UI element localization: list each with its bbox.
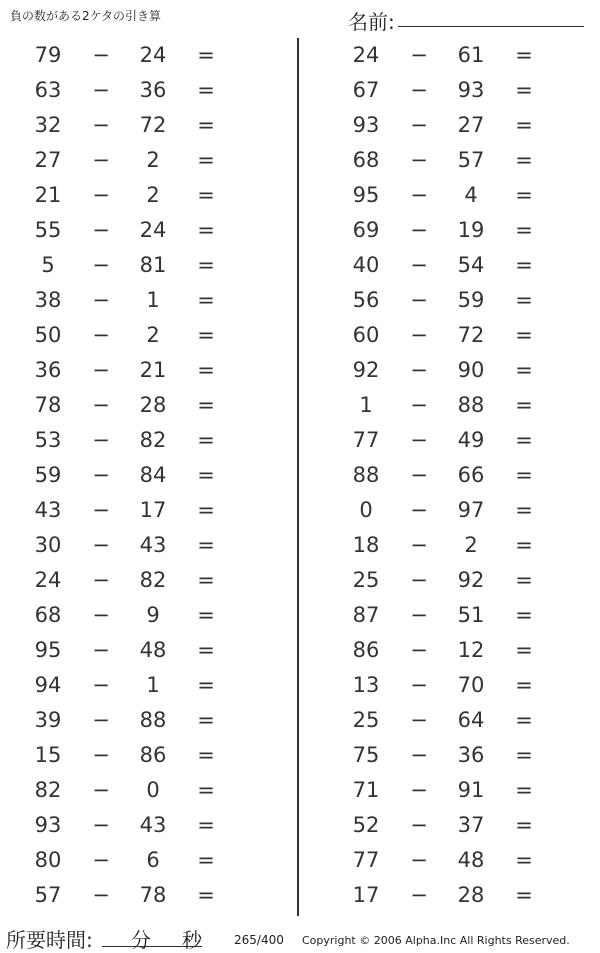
minuend: 77 <box>352 848 380 872</box>
minus-sign: − <box>410 428 428 452</box>
minus-sign: − <box>410 358 428 382</box>
minus-sign: − <box>92 148 110 172</box>
subtrahend: 91 <box>457 778 485 802</box>
equals-sign: = <box>515 463 533 487</box>
equals-sign: = <box>197 148 215 172</box>
equals-sign: = <box>515 568 533 592</box>
minus-sign: − <box>92 813 110 837</box>
subtrahend: 84 <box>139 463 167 487</box>
equals-sign: = <box>515 848 533 872</box>
minus-sign: − <box>92 673 110 697</box>
equals-sign: = <box>515 673 533 697</box>
minus-sign: − <box>410 498 428 522</box>
equals-sign: = <box>515 708 533 732</box>
problem-row <box>0 353 280 388</box>
problem-row <box>318 318 598 353</box>
subtrahend: 78 <box>139 883 167 907</box>
subtrahend: 28 <box>457 883 485 907</box>
equals-sign: = <box>197 393 215 417</box>
subtrahend: 72 <box>457 323 485 347</box>
minuend: 52 <box>352 813 380 837</box>
subtrahend: 19 <box>457 218 485 242</box>
minuend: 24 <box>34 568 62 592</box>
subtrahend: 72 <box>139 113 167 137</box>
minuend: 55 <box>34 218 62 242</box>
minuend: 36 <box>34 358 62 382</box>
minuend: 17 <box>352 883 380 907</box>
minuend: 24 <box>352 43 380 67</box>
subtrahend: 2 <box>146 148 160 172</box>
subtrahend: 88 <box>457 393 485 417</box>
subtrahend: 28 <box>139 393 167 417</box>
minus-sign: − <box>410 43 428 67</box>
equals-sign: = <box>197 778 215 802</box>
minuend: 30 <box>34 533 62 557</box>
minus-sign: − <box>92 78 110 102</box>
problem-row <box>0 73 280 108</box>
minus-sign: − <box>92 393 110 417</box>
subtrahend: 21 <box>139 358 167 382</box>
problem-row <box>318 178 598 213</box>
equals-sign: = <box>515 778 533 802</box>
equals-sign: = <box>197 43 215 67</box>
minuend: 86 <box>352 638 380 662</box>
equals-sign: = <box>197 183 215 207</box>
subtrahend: 2 <box>464 533 478 557</box>
equals-sign: = <box>197 78 215 102</box>
problem-row <box>318 108 598 143</box>
problem-row <box>318 528 598 563</box>
equals-sign: = <box>515 288 533 312</box>
minuend: 93 <box>352 113 380 137</box>
subtrahend: 1 <box>146 673 160 697</box>
minus-sign: − <box>410 778 428 802</box>
problem-row <box>318 598 598 633</box>
problem-row <box>318 248 598 283</box>
minus-sign: − <box>410 113 428 137</box>
minus-sign: − <box>410 323 428 347</box>
minus-sign: − <box>92 113 110 137</box>
minuend: 63 <box>34 78 62 102</box>
minuend: 87 <box>352 603 380 627</box>
subtrahend: 82 <box>139 568 167 592</box>
problem-row <box>0 283 280 318</box>
worksheet-title: 負の数がある2ケタの引き算 <box>10 9 162 23</box>
subtrahend: 2 <box>146 323 160 347</box>
subtrahend: 64 <box>457 708 485 732</box>
problem-row <box>318 213 598 248</box>
equals-sign: = <box>515 498 533 522</box>
column-divider <box>297 38 299 916</box>
seconds-label: 秒 <box>182 928 202 952</box>
problem-row <box>318 353 598 388</box>
subtrahend: 24 <box>139 43 167 67</box>
equals-sign: = <box>515 253 533 277</box>
minutes-label: 分 <box>131 928 151 952</box>
problem-row <box>0 808 280 843</box>
problem-row <box>318 73 598 108</box>
minus-sign: − <box>92 323 110 347</box>
minus-sign: − <box>92 743 110 767</box>
problem-row <box>0 773 280 808</box>
minuend: 13 <box>352 673 380 697</box>
minus-sign: − <box>92 568 110 592</box>
subtrahend: 48 <box>457 848 485 872</box>
equals-sign: = <box>197 463 215 487</box>
minus-sign: − <box>92 218 110 242</box>
subtrahend: 70 <box>457 673 485 697</box>
subtrahend: 6 <box>146 848 160 872</box>
name-label: 名前: <box>348 10 395 34</box>
problem-row <box>0 318 280 353</box>
subtrahend: 27 <box>457 113 485 137</box>
minuend: 95 <box>34 638 62 662</box>
copyright-text: Copyright © 2006 Alpha.Inc All Rights Reserved. <box>302 934 570 947</box>
minus-sign: − <box>92 533 110 557</box>
equals-sign: = <box>197 568 215 592</box>
equals-sign: = <box>197 288 215 312</box>
subtrahend: 92 <box>457 568 485 592</box>
minuend: 56 <box>352 288 380 312</box>
subtrahend: 88 <box>139 708 167 732</box>
minuend: 5 <box>41 253 55 277</box>
subtrahend: 51 <box>457 603 485 627</box>
minus-sign: − <box>410 533 428 557</box>
equals-sign: = <box>515 113 533 137</box>
problem-row <box>0 388 280 423</box>
minus-sign: − <box>92 463 110 487</box>
minuend: 82 <box>34 778 62 802</box>
minus-sign: − <box>410 883 428 907</box>
minuend: 57 <box>34 883 62 907</box>
minus-sign: − <box>92 848 110 872</box>
problem-row <box>0 108 280 143</box>
minus-sign: − <box>410 638 428 662</box>
problem-row <box>318 808 598 843</box>
minuend: 77 <box>352 428 380 452</box>
equals-sign: = <box>515 603 533 627</box>
minuend: 27 <box>34 148 62 172</box>
equals-sign: = <box>197 533 215 557</box>
equals-sign: = <box>515 78 533 102</box>
minuend: 25 <box>352 568 380 592</box>
minuend: 68 <box>352 148 380 172</box>
minuend: 69 <box>352 218 380 242</box>
right-problem-column <box>318 38 598 913</box>
minuend: 25 <box>352 708 380 732</box>
equals-sign: = <box>197 323 215 347</box>
equals-sign: = <box>197 603 215 627</box>
name-field-line <box>398 25 584 27</box>
equals-sign: = <box>515 148 533 172</box>
subtrahend: 4 <box>464 183 478 207</box>
problem-row <box>318 143 598 178</box>
problem-row <box>0 633 280 668</box>
equals-sign: = <box>197 428 215 452</box>
problem-row <box>0 38 280 73</box>
minus-sign: − <box>410 743 428 767</box>
problem-row <box>0 738 280 773</box>
minus-sign: − <box>410 568 428 592</box>
minuend: 93 <box>34 813 62 837</box>
problem-row <box>0 178 280 213</box>
minus-sign: − <box>410 183 428 207</box>
subtrahend: 54 <box>457 253 485 277</box>
minus-sign: − <box>92 43 110 67</box>
problem-row <box>318 283 598 318</box>
minuend: 39 <box>34 708 62 732</box>
equals-sign: = <box>197 848 215 872</box>
minuend: 94 <box>34 673 62 697</box>
time-label: 所要時間: <box>6 928 93 952</box>
problem-row <box>0 528 280 563</box>
subtrahend: 61 <box>457 43 485 67</box>
problem-row <box>0 458 280 493</box>
problem-row <box>0 423 280 458</box>
minus-sign: − <box>410 78 428 102</box>
problem-row <box>318 423 598 458</box>
minus-sign: − <box>92 883 110 907</box>
minus-sign: − <box>410 148 428 172</box>
minuend: 79 <box>34 43 62 67</box>
problem-row <box>318 878 598 913</box>
equals-sign: = <box>197 708 215 732</box>
minus-sign: − <box>92 638 110 662</box>
equals-sign: = <box>515 813 533 837</box>
problem-row <box>0 248 280 283</box>
subtrahend: 12 <box>457 638 485 662</box>
minuend: 38 <box>34 288 62 312</box>
equals-sign: = <box>515 183 533 207</box>
subtrahend: 43 <box>139 813 167 837</box>
minus-sign: − <box>410 218 428 242</box>
problem-row <box>318 633 598 668</box>
subtrahend: 93 <box>457 78 485 102</box>
subtrahend: 49 <box>457 428 485 452</box>
problem-row <box>318 668 598 703</box>
minuend: 0 <box>359 498 373 522</box>
problem-row <box>318 703 598 738</box>
equals-sign: = <box>515 218 533 242</box>
subtrahend: 37 <box>457 813 485 837</box>
equals-sign: = <box>197 498 215 522</box>
equals-sign: = <box>197 253 215 277</box>
problem-row <box>0 668 280 703</box>
minuend: 50 <box>34 323 62 347</box>
equals-sign: = <box>197 743 215 767</box>
page-number: 265/400 <box>234 933 284 947</box>
minuend: 21 <box>34 183 62 207</box>
minus-sign: − <box>92 358 110 382</box>
minuend: 75 <box>352 743 380 767</box>
minus-sign: − <box>410 288 428 312</box>
subtrahend: 66 <box>457 463 485 487</box>
minuend: 32 <box>34 113 62 137</box>
minuend: 1 <box>359 393 373 417</box>
problem-row <box>318 843 598 878</box>
problem-row <box>318 563 598 598</box>
subtrahend: 17 <box>139 498 167 522</box>
problem-row <box>0 598 280 633</box>
minus-sign: − <box>410 813 428 837</box>
subtrahend: 97 <box>457 498 485 522</box>
equals-sign: = <box>515 638 533 662</box>
minus-sign: − <box>410 393 428 417</box>
minuend: 71 <box>352 778 380 802</box>
subtrahend: 90 <box>457 358 485 382</box>
problem-row <box>0 213 280 248</box>
subtrahend: 48 <box>139 638 167 662</box>
minuend: 40 <box>352 253 380 277</box>
subtrahend: 81 <box>139 253 167 277</box>
problem-row <box>318 773 598 808</box>
equals-sign: = <box>197 638 215 662</box>
minus-sign: − <box>92 778 110 802</box>
subtrahend: 59 <box>457 288 485 312</box>
problem-row <box>318 388 598 423</box>
minuend: 80 <box>34 848 62 872</box>
equals-sign: = <box>515 428 533 452</box>
equals-sign: = <box>197 813 215 837</box>
subtrahend: 9 <box>146 603 160 627</box>
minuend: 53 <box>34 428 62 452</box>
subtrahend: 86 <box>139 743 167 767</box>
left-problem-column <box>0 38 280 913</box>
minus-sign: − <box>92 183 110 207</box>
minuend: 88 <box>352 463 380 487</box>
minus-sign: − <box>410 463 428 487</box>
minus-sign: − <box>92 603 110 627</box>
problem-row <box>318 458 598 493</box>
minus-sign: − <box>92 498 110 522</box>
minuend: 67 <box>352 78 380 102</box>
problem-row <box>0 878 280 913</box>
subtrahend: 57 <box>457 148 485 172</box>
minuend: 43 <box>34 498 62 522</box>
minuend: 95 <box>352 183 380 207</box>
equals-sign: = <box>197 358 215 382</box>
minus-sign: − <box>92 288 110 312</box>
minuend: 15 <box>34 743 62 767</box>
problem-row <box>0 843 280 878</box>
equals-sign: = <box>197 218 215 242</box>
subtrahend: 24 <box>139 218 167 242</box>
minus-sign: − <box>410 708 428 732</box>
subtrahend: 43 <box>139 533 167 557</box>
minus-sign: − <box>410 253 428 277</box>
minus-sign: − <box>92 428 110 452</box>
equals-sign: = <box>197 883 215 907</box>
problem-row <box>0 143 280 178</box>
minuend: 68 <box>34 603 62 627</box>
minus-sign: − <box>410 603 428 627</box>
subtrahend: 36 <box>457 743 485 767</box>
problem-row <box>318 493 598 528</box>
subtrahend: 0 <box>146 778 160 802</box>
equals-sign: = <box>197 113 215 137</box>
subtrahend: 82 <box>139 428 167 452</box>
equals-sign: = <box>515 743 533 767</box>
minus-sign: − <box>410 848 428 872</box>
equals-sign: = <box>197 673 215 697</box>
minus-sign: − <box>92 708 110 732</box>
minuend: 60 <box>352 323 380 347</box>
subtrahend: 1 <box>146 288 160 312</box>
problem-row <box>0 703 280 738</box>
equals-sign: = <box>515 883 533 907</box>
equals-sign: = <box>515 43 533 67</box>
problem-row <box>318 738 598 773</box>
problem-row <box>0 493 280 528</box>
minuend: 18 <box>352 533 380 557</box>
equals-sign: = <box>515 358 533 382</box>
minuend: 59 <box>34 463 62 487</box>
subtrahend: 36 <box>139 78 167 102</box>
equals-sign: = <box>515 533 533 557</box>
problem-row <box>0 563 280 598</box>
minus-sign: − <box>410 673 428 697</box>
equals-sign: = <box>515 393 533 417</box>
minuend: 92 <box>352 358 380 382</box>
problem-row <box>318 38 598 73</box>
subtrahend: 2 <box>146 183 160 207</box>
minus-sign: − <box>92 253 110 277</box>
minuend: 78 <box>34 393 62 417</box>
equals-sign: = <box>515 323 533 347</box>
